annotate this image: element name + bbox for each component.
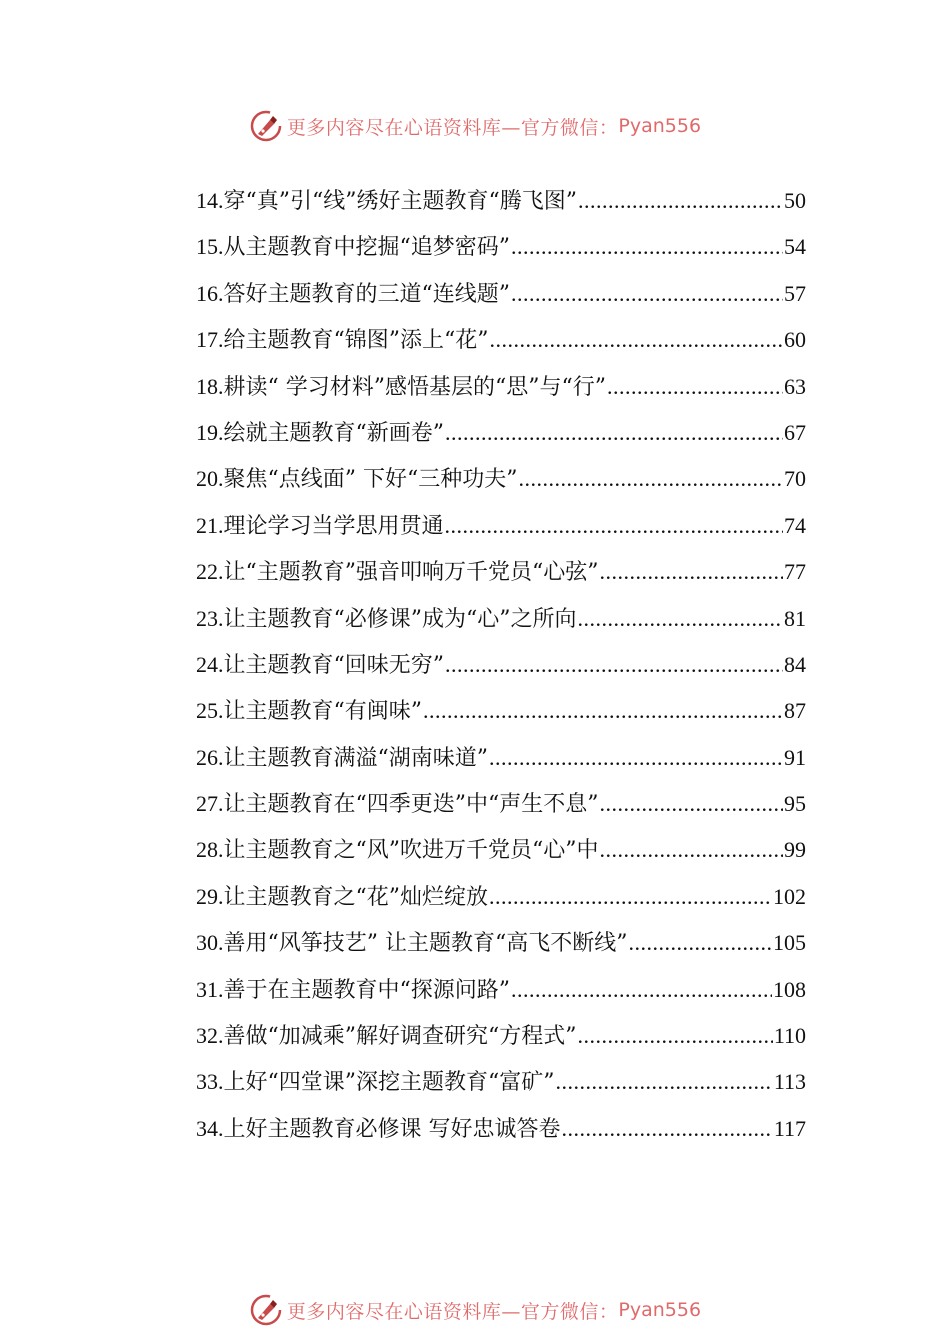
toc-entry-number: 14. [196, 188, 224, 213]
toc-dot-leader [445, 642, 783, 688]
toc-entry-page-number: 63 [784, 373, 806, 399]
toc-entry-page-number: 102 [773, 883, 806, 909]
toc-entry-page-number: 105 [773, 930, 806, 956]
banner-wechat-id: Pyan556 [618, 1299, 702, 1321]
toc-entry[interactable] [196, 827, 806, 873]
toc-dot-leader [423, 688, 783, 734]
toc-entry-page-number: 74 [784, 512, 806, 538]
toc-entry-page-number: 67 [784, 419, 806, 445]
toc-entry[interactable] [196, 456, 806, 502]
toc-entry-number: 33. [196, 1069, 224, 1095]
toc-entry-number: 26. [196, 744, 224, 770]
toc-entry[interactable] [196, 364, 806, 410]
toc-entry-page-number: 91 [784, 744, 806, 770]
toc-entry-title: 让主题教育“必修课”成为“心”之所向 [223, 606, 577, 632]
toc-entry-page-number: 60 [784, 327, 806, 353]
toc-dot-leader [578, 178, 783, 224]
toc-dot-leader [600, 827, 784, 873]
toc-entry-page-number: 87 [784, 698, 806, 724]
toc-dot-leader [600, 549, 784, 595]
toc-entry[interactable] [196, 271, 806, 317]
toc-entry[interactable] [196, 874, 806, 920]
toc-entry-number: 22. [196, 559, 224, 585]
toc-entry[interactable] [196, 178, 806, 224]
toc-entry-page-number: 70 [784, 466, 806, 492]
toc-entry-title: 让主题教育“回味无穷” [223, 652, 444, 678]
toc-entry-number: 18. [196, 373, 224, 399]
toc-entry[interactable] [196, 549, 806, 595]
toc-entry-title: 让主题教育满溢“湖南味道” [223, 745, 488, 771]
toc-entry[interactable] [196, 781, 806, 827]
toc-entry-title: 耕读“ 学习材料”感悟基层的“思”与“行” [223, 374, 606, 400]
fountain-pen-logo-icon [249, 1293, 283, 1327]
toc-entry-page-number: 99 [784, 837, 806, 863]
toc-entry-number: 30. [196, 930, 224, 956]
toc-entry-number: 25. [196, 698, 224, 724]
toc-dot-leader [628, 920, 772, 966]
toc-entry[interactable] [196, 642, 806, 688]
fountain-pen-logo-icon [249, 109, 283, 143]
toc-entry-title: 善于在主题教育中“探源问路” [223, 977, 510, 1003]
toc-entry[interactable] [196, 735, 806, 781]
toc-dot-leader [578, 1013, 773, 1059]
toc-entry[interactable] [196, 410, 806, 456]
toc-dot-leader [607, 364, 783, 410]
toc-entry-number: 21. [196, 512, 224, 538]
table-of-contents [196, 178, 806, 1152]
toc-dot-leader [490, 317, 784, 363]
toc-entry-number: 15. [196, 234, 224, 260]
toc-dot-leader [511, 967, 772, 1013]
toc-entry-title: 善用“风筝技艺” 让主题教育“高飞不断线” [223, 931, 628, 957]
banner-wechat-id: Pyan556 [618, 115, 702, 137]
toc-entry-title: 理论学习当学思用贯通 [223, 513, 444, 539]
toc-dot-leader [445, 410, 783, 456]
toc-entry[interactable] [196, 967, 806, 1013]
toc-entry-page-number: 84 [784, 651, 806, 677]
toc-entry-number: 34. [196, 1115, 224, 1141]
toc-entry[interactable] [196, 503, 806, 549]
toc-entry-number: 16. [196, 280, 224, 306]
toc-dot-leader [562, 1106, 773, 1152]
toc-entry-title: 上好主题教育必修课 写好忠诚答卷 [223, 1116, 561, 1142]
toc-entry[interactable] [196, 1106, 806, 1152]
toc-entry-number: 19. [196, 419, 224, 445]
toc-entry-page-number: 108 [773, 976, 806, 1002]
toc-entry-title: 让主题教育“有闽味” [223, 699, 422, 725]
toc-entry-page-number: 110 [773, 1023, 806, 1049]
toc-entry-page-number: 77 [784, 559, 806, 585]
toc-dot-leader [556, 1059, 773, 1105]
toc-dot-leader [518, 456, 783, 502]
toc-entry[interactable] [196, 920, 806, 966]
toc-dot-leader [445, 503, 783, 549]
toc-entry[interactable] [196, 317, 806, 363]
toc-entry-title: 聚焦“点线面” 下好“三种功夫” [223, 467, 518, 493]
toc-entry-number: 27. [196, 791, 224, 817]
toc-dot-leader [600, 781, 784, 827]
toc-entry-title: 让主题教育在“四季更迭”中“声生不息” [223, 792, 599, 818]
toc-entry-title: 上好“四堂课”深挖主题教育“富矿” [223, 1070, 555, 1096]
toc-entry-title: 让主题教育之“风”吹进万千党员“心”中 [223, 838, 599, 864]
toc-entry-number: 31. [196, 976, 224, 1002]
toc-entry-number: 32. [196, 1023, 224, 1049]
footer-banner [0, 1290, 950, 1330]
toc-dot-leader [489, 735, 783, 781]
toc-dot-leader [489, 874, 772, 920]
toc-entry-title: 绘就主题教育“新画卷” [223, 420, 444, 446]
toc-entry-page-number: 95 [784, 791, 806, 817]
toc-entry[interactable] [196, 224, 806, 270]
toc-entry-title: 给主题教育“锦图”添上“花” [223, 328, 489, 354]
toc-entry[interactable] [196, 1059, 806, 1105]
toc-entry-page-number: 57 [784, 280, 806, 306]
toc-entry-number: 24. [196, 651, 224, 677]
toc-entry-number: 23. [196, 605, 224, 631]
toc-entry-title: 让主题教育之“花”灿烂绽放 [223, 884, 488, 910]
banner-text: 更多内容尽在心语资料库—官方微信： [286, 116, 619, 139]
header-banner [0, 106, 950, 146]
toc-entry-page-number: 113 [773, 1069, 806, 1095]
banner-text: 更多内容尽在心语资料库—官方微信： [286, 1300, 619, 1323]
toc-entry-page-number: 50 [784, 188, 806, 213]
toc-entry-number: 20. [196, 466, 224, 492]
toc-entry-number: 28. [196, 837, 224, 863]
toc-entry-number: 29. [196, 883, 224, 909]
toc-entry-title: 从主题教育中挖掘“追梦密码” [223, 235, 510, 261]
toc-entry-number: 17. [196, 327, 224, 353]
toc-dot-leader [578, 596, 784, 642]
toc-entry-page-number: 54 [784, 234, 806, 260]
toc-entry-title: 穿“真”引“线”绣好主题教育“腾飞图” [223, 189, 577, 214]
toc-entry-page-number: 81 [784, 605, 806, 631]
toc-entry-title: 答好主题教育的三道“连线题” [223, 281, 510, 307]
toc-entry-title: 让“主题教育”强音叩响万千党员“心弦” [223, 560, 599, 586]
toc-entry[interactable] [196, 688, 806, 734]
toc-entry[interactable] [196, 596, 806, 642]
toc-dot-leader [511, 271, 783, 317]
toc-entry-page-number: 117 [773, 1115, 806, 1141]
toc-dot-leader [511, 224, 783, 270]
toc-entry-title: 善做“加减乘”解好调查研究“方程式” [223, 1024, 577, 1050]
toc-entry[interactable] [196, 1013, 806, 1059]
